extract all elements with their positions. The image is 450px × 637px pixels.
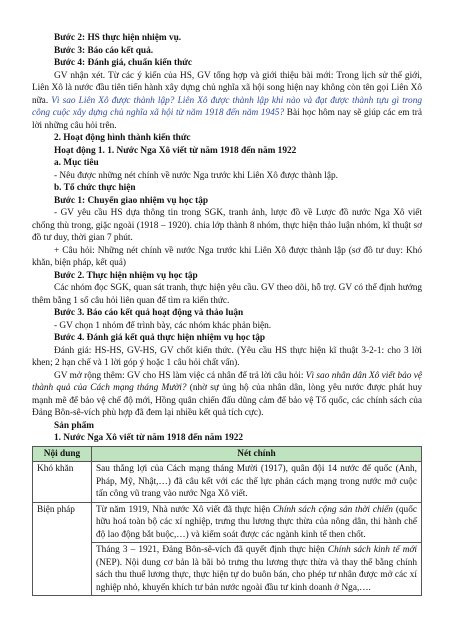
row-text-measures-2	[92, 543, 422, 596]
step-2-heading: Bước 2: HS thực hiện nhiệm vụ.	[54, 33, 182, 43]
row-label-measures: Biện pháp	[33, 502, 92, 596]
measures-text-2	[96, 544, 417, 594]
difficulties-text: Sau thắng lợi của Cách mạng tháng Mười (1917), quân đội 14 nước đế quốc (Anh, Pháp, Mỹ, Nhật,…) đã câu kết với các thế lực phản cách mạng trong nước mở cuộc tấn công vũ trang vào nước Nga Xô viết.	[96, 464, 417, 499]
product-heading: Sản phẩm	[54, 420, 95, 431]
task-step-1-heading: Bước 1: Chuyển giao nhiệm vụ học tập	[54, 195, 209, 206]
expansion-text-b: (nhờ sự ủng hộ của nhân dân, lòng yêu nước được phát huy mạnh mẽ để bảo vệ chế độ mới, Hồng quân chiến đấu dũng cảm để bảo vệ Tổ quốc, các chính sách của Đảng Bôn-sê-vích phù hợp đã đem lại nhiều kết quả tích cực).	[32, 383, 422, 418]
content-table	[32, 446, 422, 597]
teacher-intro-paragraph	[32, 70, 422, 133]
measures-2-a: Tháng 3 – 1921, Đảng Bôn-sê-vích đã quyết định thực hiện	[96, 545, 328, 555]
task-step-3-text: - GV chọn 1 nhóm để trình bày, các nhóm khác phản biện.	[54, 320, 272, 331]
task-step-3-heading: Bước 3. Báo cáo kết quả hoạt động và thảo luận	[54, 308, 244, 318]
product-title: 1. Nước Nga Xô viết từ năm 1918 đến năm 1922	[54, 433, 244, 443]
task-step-2-heading: Bước 2. Thực hiện nhiệm vụ học tập	[54, 270, 198, 281]
task-step-2-text: Các nhóm đọc SGK, quan sát tranh, thực hiện yêu cầu. GV theo dõi, hỗ trợ. GV có thể định hướng thêm bằng 1 số câu hỏi liên quan để tìm ra kiến thức.	[32, 283, 422, 306]
measures-1-b: (quốc hữu hoá toàn bộ các xí nghiệp, trưng thu lương thực thừa của nông dân, thi hành chế độ lao động bắt buộc,…) và kiểm soát được các ngành kinh tế then chốt.	[96, 504, 417, 540]
row-text-difficulties	[92, 462, 422, 503]
task-step-4-text: Đánh giá: HS-HS, GV-HS, GV chốt kiến thức. (Yêu cầu HS thực hiện kĩ thuật 3-2-1: cho 3 lời khen; 2 hạn chế và 1 lời góp ý hoặc 1 câu hỏi chất vấn).	[32, 345, 422, 368]
table-row	[33, 462, 422, 503]
expansion-text-a: GV mở rộng thêm: GV cho HS làm việc cá nhân để trả lời câu hỏi:	[54, 370, 306, 381]
intro-text-b: Bài học hôm nay sẽ giúp các em trả lời những câu hỏi trên.	[32, 108, 422, 131]
row-label-difficulties: Khó khăn	[33, 462, 92, 503]
task-step-4-heading: Bước 4. Đánh giá kết quả thực hiện nhiệm vụ học tập	[54, 333, 266, 343]
expansion-paragraph	[32, 370, 422, 420]
table-header-row	[33, 446, 422, 462]
intro-text-a: GV nhận xét. Từ các ý kiến của HS, GV tổng hợp và giới thiệu bài mới: Trong lịch sử thế giới, Liên Xô là nước đầu tiên tiến hành xây dựng chủ nghĩa xã hội song hiện nay không còn tên gọi Liên Xô nữa.	[32, 70, 422, 106]
column-header-content: Nội dung	[33, 446, 92, 462]
intro-questions: Vì sao Liên Xô được thành lập? Liên Xô được thành lập khi nào và đạt được thành tựu gì trong công cuộc xây dựng chủ nghĩa xã hội từ năm 1918 đến năm 1945?	[32, 95, 422, 118]
table-row	[33, 502, 422, 543]
row-text-measures-1	[92, 502, 422, 543]
objective-text: - Nêu được những nét chính về nước Nga trước khi Liên Xô được thành lập.	[54, 170, 338, 181]
activity-1-heading: Hoạt động 1. 1. Nước Nga Xô viết từ năm 1918 đến năm 1922	[54, 145, 297, 156]
measures-text-1	[96, 504, 417, 542]
objective-label: a. Mục tiêu	[54, 158, 99, 168]
table-row	[33, 543, 422, 596]
nep-policy: Chính sách kinh tế mới	[327, 545, 417, 555]
war-communism-policy: Chính sách cộng sản thời chiến	[272, 504, 393, 515]
step-3-heading: Bước 3: Báo cáo kết quả.	[54, 45, 154, 56]
column-header-key-points: Nét chính	[92, 446, 422, 462]
task-step-1-question: + Câu hỏi: Những nét chính về nước Nga trước khi Liên Xô được thành lập (sơ đồ tư duy: Khó khăn, biện pháp, kết quả)	[32, 245, 422, 268]
organization-label: b. Tổ chức thực hiện	[54, 183, 136, 193]
measures-1-a: Từ năm 1919, Nhà nước Xô viết đã thực hiện	[96, 504, 273, 515]
step-4-heading: Bước 4: Đánh giá, chuẩn kiến thức	[54, 58, 192, 68]
measures-2-b: (NEP). Nội dung cơ bản là bãi bỏ trưng thu lương thực thừa và thay thế bằng chính sách thu thuế lương thực, thực hiện tự do buôn bán, cho phép tư nhân được mở các xí nghiệp nhỏ, khuyến khích tư bản nước ngoài đầu tư kinh doanh ở Nga,….	[96, 557, 417, 593]
section-2-heading: 2. Hoạt động hình thành kiến thức	[54, 133, 191, 143]
task-step-1-text: - GV yêu cầu HS dựa thông tin trong SGK, tranh ảnh, lược đồ về Lược đồ nước Nga Xô viết chống thù trong, giặc ngoài (1918 – 1920). chia lớp thành 8 nhóm, thực hiện thảo luận nhóm, kĩ thuật sơ đồ tư duy, thời gian 7 phút.	[32, 208, 422, 243]
expansion-question: Vì sao nhân dân Xô viết bảo vệ thành quả của Cách mạng tháng Mười?	[32, 370, 423, 393]
